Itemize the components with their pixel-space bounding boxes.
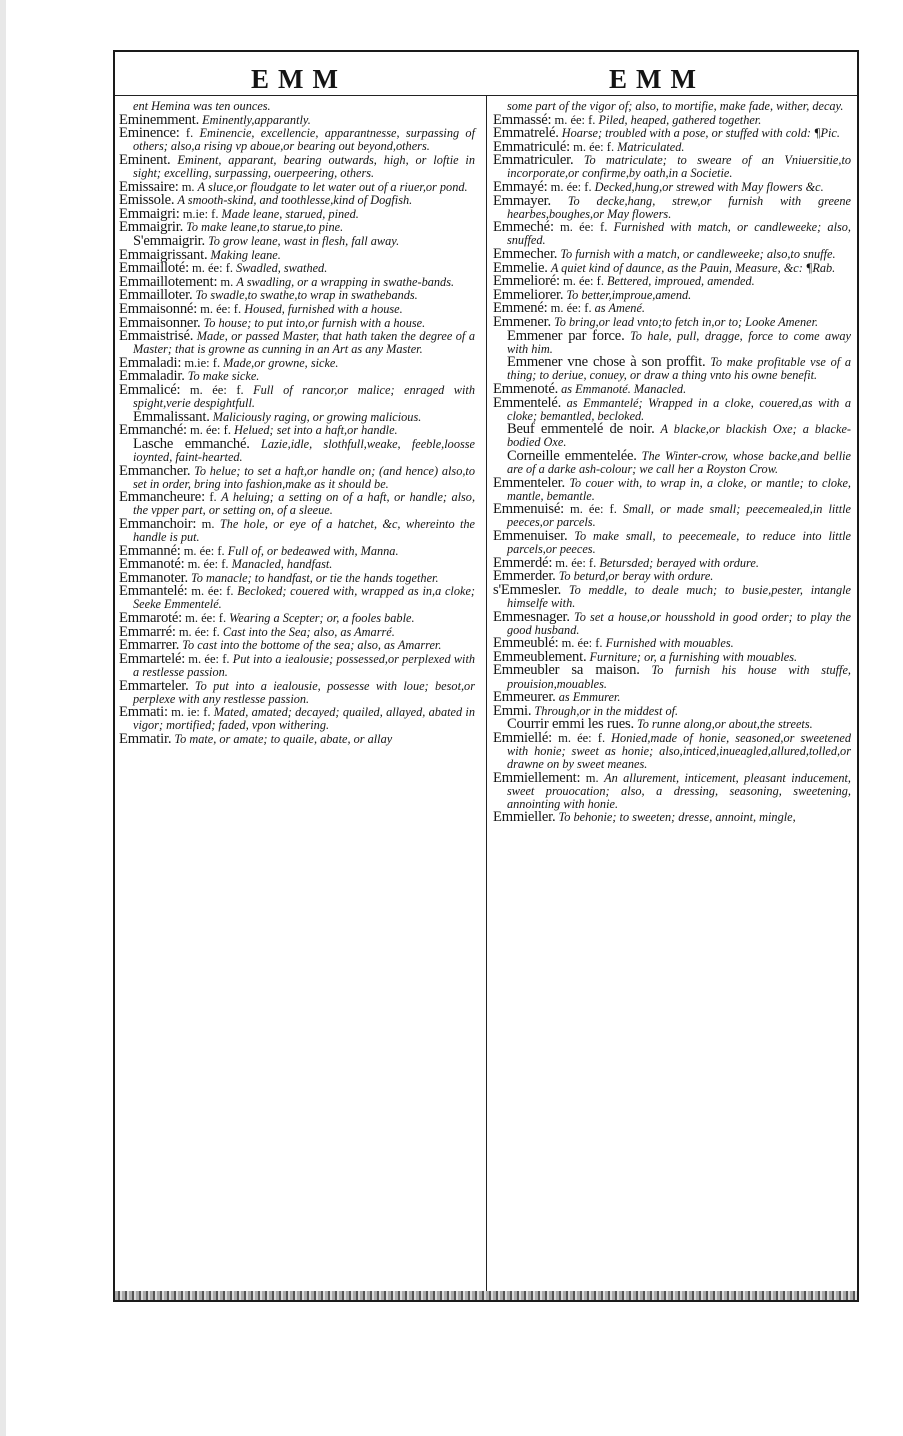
entry-gloss: Lazie,idle, slothfull,weake, feeble,loosse ioynted, faint-hearted. <box>133 436 475 464</box>
entry-gloss: To behonie; to sweeten; dresse, annoint, mingle, <box>558 810 796 825</box>
entry-gloss: as Emmurer. <box>558 690 621 705</box>
entry-gloss: as Emmantelé; Wrapped in a cloke, couered,as with a cloke; bemantled, becloked. <box>507 395 851 423</box>
entry-headword: Emmailloter. <box>119 287 193 304</box>
dictionary-entry <box>493 581 851 610</box>
entry-gloss: Helued; set into a haft,or handle. <box>234 423 398 438</box>
dictionary-entry <box>493 811 851 824</box>
entry-gloss: Swadled, swathed. <box>236 261 328 276</box>
entry-gloss: An allurement, inticement, pleasant inducement, sweet prouocation; also, a dressing, seasoning, sweetening, annointing with honie. <box>507 770 851 811</box>
dictionary-page <box>113 50 859 1302</box>
entry-gloss: To make leane,to starue,to pine. <box>186 220 344 235</box>
entry-headword: Emmener vne chose à son proffit. <box>507 354 706 371</box>
dictionary-entry <box>493 447 851 477</box>
entry-headword: Emmenteler. <box>493 474 565 491</box>
entry-headword: Emmentelé. <box>493 394 562 411</box>
entry-headword: Beuf emmentelé de noir. <box>507 421 655 438</box>
dictionary-entry <box>119 730 475 747</box>
dictionary-entry <box>119 515 475 544</box>
entry-gloss: The Winter-crow, whose backe,and bellie are of a darke ash-colour; we call her a Royston Crow. <box>507 448 851 477</box>
entry-gloss: A blacke,or blackish Oxe; a blacke-bodied Oxe. <box>507 422 852 450</box>
dictionary-entry <box>493 423 851 449</box>
entry-headword: Emmenuiser. <box>493 528 568 544</box>
entry-headword: Emmatrelé. <box>493 125 559 142</box>
entry-headword: Emmecher. <box>493 246 558 263</box>
entry-gloss: To manacle; to handfast, or tie the hands together. <box>191 570 439 585</box>
dictionary-entry <box>493 729 851 772</box>
entry-gloss: To house; to put into,or furnish with a house. <box>203 315 426 330</box>
entry-headword: Emmantelé: <box>119 583 188 600</box>
entry-headword: Emmaistrisé. <box>119 328 194 345</box>
entry-headword: Lasche emmanché. <box>133 435 250 452</box>
entry-gloss: Made leane, starued, pined. <box>221 206 359 221</box>
entry-gloss: A swadling, or a wrapping in swathe-bands. <box>236 274 455 289</box>
entry-headword: Eminent. <box>119 151 171 168</box>
entry-gloss: Bettered, improued, amended. <box>607 274 755 289</box>
entry-gloss: To make profitable vse of a thing; to deriue, conuey, or draw a thing vnto his owne benefit. <box>507 355 851 383</box>
entry-headword: Emmerder. <box>493 568 556 585</box>
entry-grammar: m. ée: f. <box>569 502 617 517</box>
entry-gloss: To make small, to peecemeale, to reduce into little parcels,or peeces. <box>507 529 851 557</box>
entry-grammar: m. <box>201 516 215 531</box>
entry-gloss: Maliciously raging, or growing malicious. <box>212 409 422 424</box>
entry-headword: Emmanché: <box>119 422 187 439</box>
dictionary-entry <box>493 221 851 247</box>
entry-gloss: A quiet kind of daunce, as the Pauin, Measure, &c: ¶Rab. <box>550 260 836 275</box>
entry-grammar: m.ie: f. <box>184 355 221 370</box>
entry-grammar: m. ée: f. <box>191 584 234 599</box>
entry-gloss: To cast into the bottome of the sea; also, as Amarrer. <box>182 638 442 653</box>
entry-gloss: Eminently,apparantly. <box>202 112 311 127</box>
entry-grammar: m. ée: f. <box>178 624 220 639</box>
entry-gloss: To helue; to set a haft,or handle on; (and hence) also,to set in order, bring into fashion,make as it should be. <box>133 463 475 491</box>
entry-grammar: m. <box>585 770 599 785</box>
entry-headword: Emmanoter. <box>119 569 188 586</box>
entry-gloss: To runne along,or about,the streets. <box>637 717 813 732</box>
entry-gloss: Full of rancor,or malice; enraged with spight,verie despightfull. <box>133 382 475 411</box>
entry-gloss: Through,or in the middest of. <box>534 703 679 718</box>
entry-headword: Emmaisonné: <box>119 300 198 317</box>
entry-gloss: To furnish his house with stuffe, prouision,mouables. <box>507 663 851 691</box>
entry-headword: Emmati: <box>119 704 168 721</box>
entry-gloss: To matriculate; to sweare of an Vniuersitie,to incorporate,or confirme,by oath,in a Societie. <box>507 153 852 181</box>
entry-grammar: m. ée: f. <box>183 543 225 558</box>
entry-gloss: To better,improue,amend. <box>566 287 692 302</box>
entry-grammar: m. ée: f. <box>185 611 227 626</box>
dictionary-entry <box>119 706 475 732</box>
dictionary-entry <box>119 381 475 411</box>
entry-headword: Emmené: <box>493 300 548 317</box>
entry-headword: Eminence: <box>119 125 180 142</box>
entry-gloss: Made, or passed Master, that hath taken the degree of a Master; that is growne as cunning in an Art as any Master. <box>133 329 475 357</box>
entry-gloss: To decke,hang, strew,or furnish with greene hearbes,boughes,or May flowers. <box>507 193 851 221</box>
dictionary-entry <box>493 503 851 529</box>
entry-headword: Emmelie. <box>493 259 548 276</box>
entry-headword: Emmaigrir. <box>119 219 184 236</box>
entry-grammar: m. ée: f. <box>550 301 592 316</box>
left-running-head: EMM <box>251 64 347 94</box>
dictionary-entry <box>493 691 851 704</box>
entry-gloss: Made,or growne, sicke. <box>223 355 339 370</box>
entry-headword: Emmeublé: <box>493 635 559 652</box>
entry-gloss: A smooth-skind, and toothlesse,kind of Dogfish. <box>177 193 413 208</box>
entry-headword: Emmanné: <box>119 542 181 559</box>
entry-headword: Emmanchoir: <box>119 515 197 532</box>
right-running-head: EMM <box>609 64 705 94</box>
entry-gloss: Furnished with mouables. <box>605 636 734 651</box>
entry-gloss: To swadle,to swathe,to wrap in swathebands. <box>195 288 418 303</box>
column-divider <box>486 95 487 1300</box>
entry-headword: Emmatriculer. <box>493 152 574 169</box>
entry-gloss: Housed, furnished with a house. <box>244 301 403 316</box>
entry-headword: Courrir emmi les rues. <box>507 716 634 733</box>
entry-headword: Emmartelé: <box>119 650 186 667</box>
entry-grammar: m.ie: f. <box>182 206 219 221</box>
entry-headword: Emissaire: <box>119 178 179 195</box>
entry-gloss: Full of, or bedeawed with, Manna. <box>227 543 399 558</box>
entry-headword: Emmaillotement: <box>119 273 218 290</box>
dictionary-entry <box>493 530 851 556</box>
scan-edge <box>0 0 6 1436</box>
dictionary-entry <box>493 356 851 382</box>
entry-headword: Emmalicé: <box>119 381 181 398</box>
entry-headword: Emmatir. <box>119 730 172 747</box>
entry-headword: Emmeché: <box>493 219 554 236</box>
entry-headword: Emmesnager. <box>493 608 570 625</box>
entry-grammar: m. ée: f. <box>573 139 615 154</box>
entry-grammar: m. ée: f. <box>554 112 596 127</box>
entry-grammar: m. ée: f. <box>187 557 229 572</box>
entry-headword: Emmailloté: <box>119 260 189 277</box>
entry-gloss: To meddle, to deale much; to busie,pester, intangle himselfe with. <box>507 582 851 610</box>
dictionary-entry <box>119 491 475 517</box>
entry-headword: Emmaladi: <box>119 354 182 371</box>
entry-gloss: To couer with, to wrap in, a cloke, or mantle; to cloke, mantle, bemantle. <box>507 475 852 503</box>
entry-headword: Eminemment. <box>119 111 200 128</box>
entry-headword: Emmanoté: <box>119 556 185 573</box>
entry-gloss: To mate, or amate; to quaile, abate, or allay <box>174 731 393 746</box>
entry-headword: Emmatriculé: <box>493 138 571 155</box>
entry-headword: Emmaroté: <box>119 610 183 627</box>
dictionary-entry <box>119 435 475 464</box>
entry-headword: Emmalissant. <box>133 408 210 425</box>
entry-headword: Emmi. <box>493 702 532 719</box>
entry-headword: Emmener. <box>493 314 551 330</box>
entry-headword: Emmeliorer. <box>493 286 564 303</box>
entry-headword: Emmeublement. <box>493 648 587 665</box>
entry-gloss: A sluce,or floudgate to let water out of a riuer,or pond. <box>197 179 468 194</box>
entry-grammar: m. ée: f. <box>200 301 242 316</box>
entry-gloss: Manacled, handfast. <box>231 557 333 572</box>
entry-grammar: m. ée: f. <box>189 423 231 438</box>
entry-gloss: Small, or made small; peecemealed,in little peeces,or parcels. <box>507 502 851 530</box>
entry-gloss: Betursded; berayed with ordure. <box>599 555 759 570</box>
entry-grammar: m. ée: f. <box>555 555 597 570</box>
entry-gloss: Wearing a Scepter; or, a fooles bable. <box>229 611 415 626</box>
dictionary-entry <box>119 677 475 706</box>
entry-grammar: f. <box>185 126 194 141</box>
entry-gloss: To beturd,or beray with ordure. <box>558 569 714 584</box>
entry-gloss: Becloked; couered with, wrapped as in,a cloke; Seeke Emmentelé. <box>133 584 475 612</box>
entry-gloss: To make sicke. <box>187 369 260 384</box>
entry-headword: Emmenuisé: <box>493 501 564 518</box>
entry-gloss: ent Hemina was ten ounces. <box>133 99 271 113</box>
entry-grammar: m. ée: f. <box>561 636 603 651</box>
entry-headword: Emmancheure: <box>119 489 205 506</box>
dictionary-entry <box>119 650 476 679</box>
entry-grammar: m. ie: f. <box>171 705 211 720</box>
entry-headword: Emmaigrissant. <box>119 246 208 263</box>
entry-headword: Emmener par force. <box>507 327 625 344</box>
entry-grammar: m. ée: f. <box>189 382 244 397</box>
dictionary-entry <box>493 327 851 356</box>
entry-gloss: as Amené. <box>594 301 645 316</box>
entry-headword: Emmayer. <box>493 192 551 209</box>
entry-grammar: m. ée: f. <box>562 274 604 289</box>
entry-grammar: m. <box>220 274 234 289</box>
entry-headword: Emmerdé: <box>493 554 553 571</box>
entry-gloss: Furnished with match, or candleweeke; also, snuffed. <box>507 220 851 248</box>
entry-gloss: Put into a iealousie; possessed,or perplexed with a restlesse passion. <box>133 651 476 679</box>
dictionary-entry <box>119 330 475 356</box>
entry-headword: S'emmaigrir. <box>133 232 205 249</box>
dictionary-entry <box>493 769 851 811</box>
entry-grammar: m. <box>181 179 195 194</box>
entry-headword: Emmancher. <box>119 462 191 479</box>
dictionary-entry <box>493 154 851 180</box>
entry-headword: s'Emmesler. <box>493 581 562 598</box>
entry-gloss: Cast into the Sea; also, as Amarré. <box>222 624 395 639</box>
entry-gloss: To bring,or lead vnto;to fetch in,or to; Looke Amener. <box>554 315 819 329</box>
entry-headword: Emmarré: <box>119 623 176 640</box>
entry-gloss: To grow leane, wast in flesh, fall away. <box>208 233 400 248</box>
entry-headword: Emmelioré: <box>493 273 560 290</box>
entry-gloss: Eminent, apparant, bearing outwards, high, or loftie in sight; excelling, surpassing, ouerpeering, others. <box>133 152 476 180</box>
scan-bottom-border <box>115 1291 857 1300</box>
entry-gloss: The hole, or eye of a hatchet, &c, whereinto the handle is put. <box>133 516 475 544</box>
entry-gloss: some part of the vigor of; also, to mortifie, make fade, wither, decay. <box>507 99 844 113</box>
entry-headword: Emmenoté. <box>493 380 559 397</box>
entry-gloss: To furnish with a match, or candleweeke; also,to snuffe. <box>560 247 836 262</box>
entry-headword: Emmarrer. <box>119 637 180 654</box>
entry-gloss: To put into a iealousie, possesse with loue; besot,or perplexe with any restlesse passion. <box>133 678 475 706</box>
entry-grammar: f. <box>209 490 217 505</box>
entry-headword: Emmiellé: <box>493 729 552 746</box>
entry-headword: Corneille emmentelée. <box>507 447 637 464</box>
entry-gloss: A heluing; a setting on of a haft, or handle; also, the vpper part, or setting on, of a sleeue. <box>133 490 476 518</box>
dictionary-entry <box>493 608 851 637</box>
entry-gloss: as Emmanoté. Manacled. <box>561 381 687 396</box>
dictionary-entry <box>119 462 475 491</box>
entry-gloss: Piled, heaped, gathered together. <box>598 112 762 127</box>
entry-grammar: m. ée: f. <box>188 651 230 666</box>
entry-gloss: Making leane. <box>210 247 281 262</box>
right-column <box>493 100 851 825</box>
entry-gloss: To set a house,or housshold in good order; to play the good husband. <box>507 609 851 637</box>
entry-headword: Emmaigri: <box>119 205 180 222</box>
entry-headword: Emmassé: <box>493 111 552 128</box>
dictionary-entry <box>119 151 476 180</box>
dictionary-entry <box>119 585 475 611</box>
entry-headword: Emissole. <box>119 192 175 209</box>
entry-gloss: Decked,hung,or strewed with May flowers &c. <box>594 180 824 195</box>
left-column <box>119 100 475 747</box>
dictionary-entry <box>493 192 851 221</box>
entry-gloss: Honied,made of honie, seasoned,or sweetened with honie; sweet as honie; also,inticed,inueagled,allured,tolled,or drawne on by sweet meanes. <box>507 730 851 772</box>
entry-gloss: Hoarse; troubled with a pose, or stuffed with cold: ¶Pic. <box>561 126 840 141</box>
entry-headword: Emmiellement: <box>493 769 581 786</box>
entry-gloss: Furniture; or, a furnishing with mouables. <box>589 649 798 664</box>
entry-grammar: m. ée: f. <box>192 261 233 276</box>
dictionary-entry <box>493 474 852 503</box>
entry-headword: Emmaladir. <box>119 368 185 385</box>
entry-headword: Emmaisonner. <box>119 314 201 331</box>
entry-grammar: m. ée: f. <box>560 220 608 235</box>
entry-headword: Emmayé: <box>493 179 548 196</box>
entry-gloss: Matriculated. <box>617 139 685 154</box>
entry-headword: Emmeubler sa maison. <box>493 662 640 679</box>
entry-headword: Emmeurer. <box>493 689 556 706</box>
dictionary-entry <box>119 127 475 153</box>
entry-gloss: To hale, pull, dragge, force to come away with him. <box>507 328 851 356</box>
entry-headword: Emmieller. <box>493 809 556 826</box>
entry-grammar: m. ée: f. <box>558 730 606 745</box>
entry-gloss: Mated, amated; decayed; quailed, allayed, abated in vigor; mortified; faded, vpon withering. <box>133 705 475 733</box>
entry-grammar: m. ée: f. <box>550 180 592 195</box>
dictionary-entry <box>493 394 851 423</box>
entry-gloss: Eminencie, excellencie, apparantnesse, surpassing of others; also,a rising vp aboue,or bearing out beyond,others. <box>133 126 475 154</box>
entry-headword: Emmarteler. <box>119 677 189 694</box>
dictionary-entry <box>493 664 851 690</box>
